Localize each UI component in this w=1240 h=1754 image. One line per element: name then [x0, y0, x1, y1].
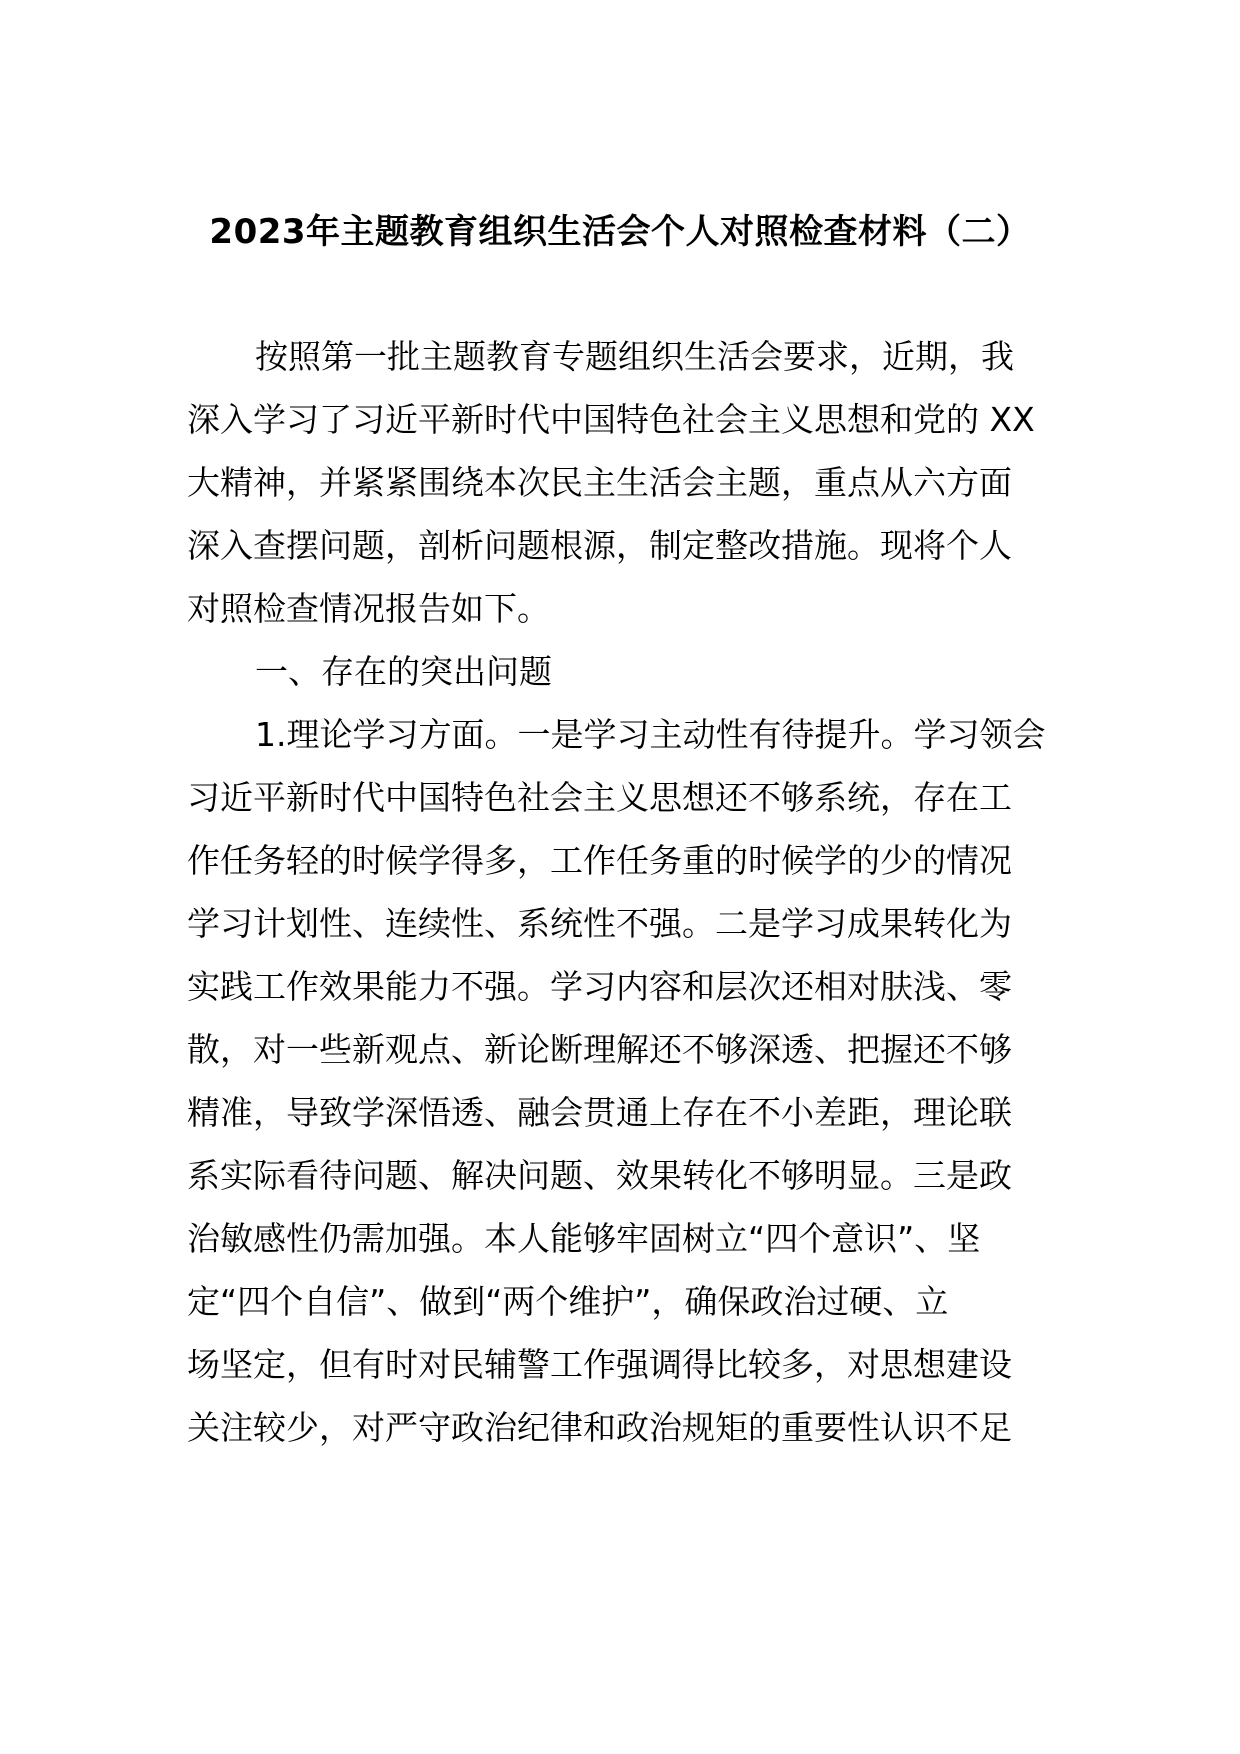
- paragraph-line: 对照检查情况报告如下。: [187, 589, 550, 628]
- paragraph-line: 定“四个自信”、做到“两个维护”，确保政治过硬、立: [187, 1282, 949, 1321]
- paragraph-line: 散，对一些新观点、新论断理解还不够深透、把握还不够: [187, 1030, 1012, 1069]
- paragraph-line: 系实际看待问题、解决问题、效果转化不够明显。三是政: [187, 1156, 1012, 1195]
- document-title: 2023年主题教育组织生活会个人对照检查材料（二）: [209, 212, 1031, 252]
- paragraph-line: 深入查摆问题，剖析问题根源，制定整改措施。现将个人: [187, 526, 1012, 565]
- paragraph-line: 治敏感性仍需加强。本人能够牢固树立“四个意识”、坚: [187, 1219, 981, 1258]
- paragraph-line: 精准，导致学深悟透、融会贯通上存在不小差距，理论联: [187, 1093, 1012, 1132]
- paragraph-line: 场坚定，但有时对民辅警工作强调得比较多，对思想建设: [187, 1345, 1012, 1384]
- paragraph-line: 学习计划性、连续性、系统性不强。二是学习成果转化为: [187, 904, 1012, 943]
- paragraph-line: 深入学习了习近平新时代中国特色社会主义思想和党的 XX: [187, 400, 1035, 439]
- paragraph-line: 1.理论学习方面。一是学习主动性有待提升。学习领会: [255, 715, 1046, 754]
- paragraph-line: 实践工作效果能力不强。学习内容和层次还相对肤浅、零: [187, 967, 1012, 1006]
- section-heading: 一、存在的突出问题: [255, 652, 552, 691]
- paragraph-line: 习近平新时代中国特色社会主义思想还不够系统，存在工: [187, 778, 1012, 817]
- paragraph-line: 按照第一批主题教育专题组织生活会要求，近期，我: [255, 337, 1014, 376]
- paragraph-line: 关注较少，对严守政治纪律和政治规矩的重要性认识不足: [187, 1408, 1012, 1447]
- paragraph-line: 大精神，并紧紧围绕本次民主生活会主题，重点从六方面: [187, 463, 1012, 502]
- paragraph-line: 作任务轻的时候学得多，工作任务重的时候学的少的情况: [187, 841, 1012, 880]
